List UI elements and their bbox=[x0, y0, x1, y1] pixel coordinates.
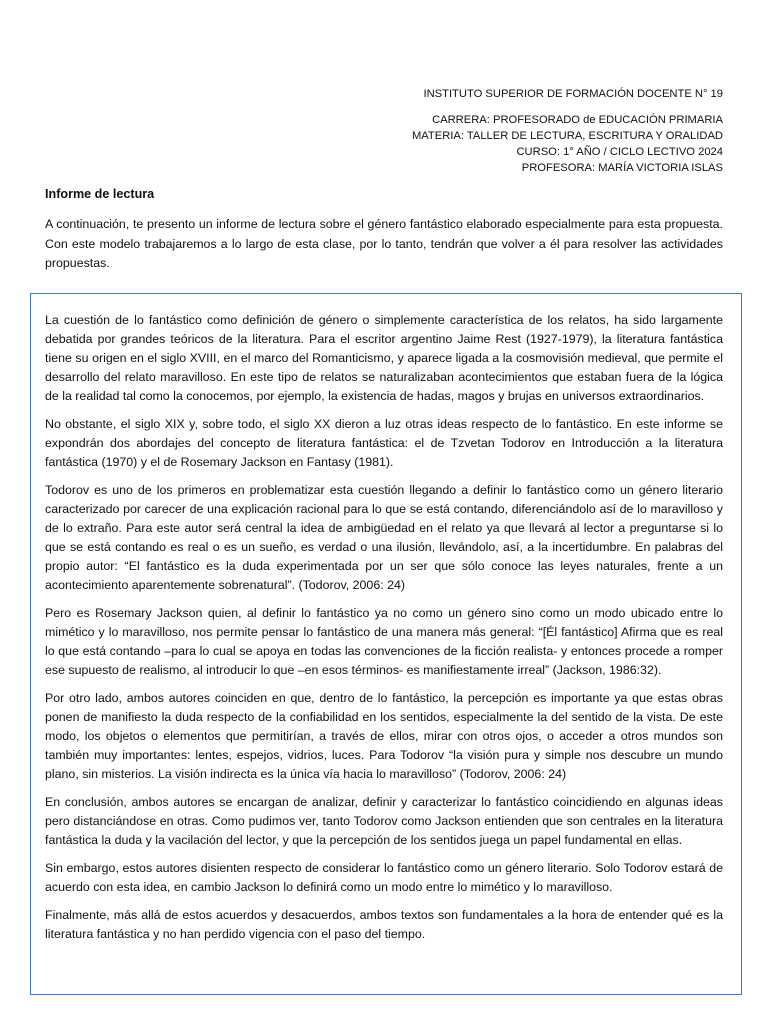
institute-name: INSTITUTO SUPERIOR DE FORMACIÓN DOCENTE N° 19 bbox=[423, 88, 723, 100]
report-title: Informe de lectura bbox=[45, 187, 155, 201]
report-box bbox=[30, 293, 742, 995]
report-paragraph: Pero es Rosemary Jackson quien, al definir lo fantástico ya no como un género sino como un modo ubicado entre lo mimético y lo maravilloso, nos permite pensar lo fantástico de una manera más general: “[Él fantástico] Afirma que es real lo que está contando –para lo cual se apoya en todas las convenciones de la ficción realista- y entonces procede a romper ese supuesto de realismo, al introducir lo que –en esos términos- es manifiestamente irreal” (Jackson, 1986:32). bbox=[45, 606, 723, 677]
career-line: CARRERA: PROFESORADO de EDUCACIÓN PRIMARIA bbox=[432, 114, 723, 126]
course-line: CURSO: 1° AÑO / CICLO LECTIVO 2024 bbox=[516, 146, 723, 158]
report-paragraph: Por otro lado, ambos autores coinciden en que, dentro de lo fantástico, la percepción es importante ya que estas obras ponen de manifiesto la duda respecto de la confiabilidad en los sentidos, especialmente la del sentido de la vista. De este modo, los objetos o elementos que permitirían, a través de ellos, mirar con otros ojos, o acceder a otros mundos son también muy importantes: lentes, espejos, vidrios, luces. Para Todorov “la visión pura y simple nos descubre un mundo plano, sin misterios. La visión indirecta es la única vía hacia lo maravilloso” (Todorov, 2006: 24) bbox=[45, 691, 723, 781]
report-paragraph: La cuestión de lo fantástico como definición de género o simplemente característica de los relatos, ha sido largamente debatida por grandes teóricos de la literatura. Para el escritor argentino Jaime Rest (1927-1979), la literatura fantástica tiene su origen en el siglo XVIII, en el marco del Romanticismo, y aparece ligada a la cosmovisión medieval, que permite el desarrollo del relato maravilloso. En este tipo de relatos se naturalizaban acontecimientos que estaban fuera de la lógica de la realidad tal como la conocemos, por ejemplo, la existencia de hadas, magos y brujas en universos extraordinarios. bbox=[45, 313, 723, 403]
document-header bbox=[412, 86, 723, 176]
report-paragraph: Finalmente, más allá de estos acuerdos y desacuerdos, ambos textos son fundamentales a la hora de entender qué es la literatura fantástica y no han perdido vigencia con el paso del tiempo. bbox=[45, 908, 723, 941]
intro-paragraph: A continuación, te presento un informe de lectura sobre el género fantástico elaborado especialmente para esta propuesta. Con este modelo trabajaremos a lo largo de esta clase, por lo tanto, tendrán que volver a él para resolver las actividades propuestas. bbox=[45, 217, 723, 270]
report-paragraph: Sin embargo, estos autores disienten respecto de considerar lo fantástico como un género literario. Solo Todorov estará de acuerdo con esta idea, en cambio Jackson lo definirá como un modo entre lo mimético y lo maravilloso. bbox=[45, 861, 723, 894]
report-paragraph: No obstante, el siglo XIX y, sobre todo, el siglo XX dieron a luz otras ideas respecto de lo fantástico. En este informe se expondrán dos abordajes del concepto de literatura fantástica: el de Tzvetan Todorov en Introducción a la literatura fantástica (1970) y el de Rosemary Jackson en Fantasy (1981). bbox=[45, 417, 723, 469]
report-paragraph: En conclusión, ambos autores se encargan de analizar, definir y caracterizar lo fantástico coincidiendo en algunas ideas pero distanciándose en otras. Como pudimos ver, tanto Todorov como Jackson entienden que son centrales en la literatura fantástica la duda y la vacilación del lector, y que la percepción de los sentidos juega un papel fundamental en ellas. bbox=[45, 795, 723, 847]
subject-line: MATERIA: TALLER DE LECTURA, ESCRITURA Y ORALIDAD bbox=[411, 130, 723, 142]
report-paragraph: Todorov es uno de los primeros en problematizar esta cuestión llegando a definir lo fantástico como un género literario caracterizado por carecer de una explicación racional para lo que se está contando, diferenciándolo así de lo maravilloso y de lo extraño. Para este autor será central la idea de ambigüedad en el relato ya que llevará al lector a preguntarse si lo que se está contando es real o es un sueño, es verdad o una ilusión, llevándolo, así, a la incertidumbre. En palabras del propio autor: “El fantástico es la duda experimentada por un ser que sólo conoce las leyes naturales, frente a un acontecimiento aparentemente sobrenatural”. (Todorov, 2006: 24) bbox=[45, 483, 723, 592]
teacher-line: PROFESORA: MARÍA VICTORIA ISLAS bbox=[521, 162, 723, 174]
report-body bbox=[45, 311, 723, 953]
